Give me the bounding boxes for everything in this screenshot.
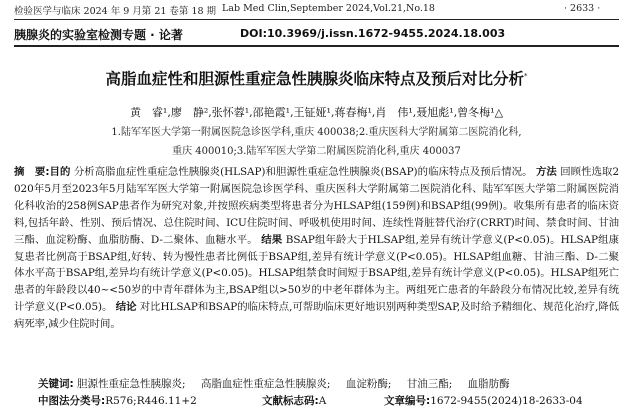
conclusion-text: 对比HLSAP和BSAP的临床特点,可帮助临床更好地识别两种类型SAP,及时给予精细化、规范化治疗,降低病死率,减少住院时间。 [14,301,619,331]
affiliation-line-2: 重庆 400010;3.陆军军医大学第二附属医院消化科,重庆 400037 [172,146,461,157]
keyword-item: 甘油三酯; [406,378,453,390]
affiliation-line-1: 1.陆军军医大学第一附属医院急诊医学科,重庆 400038;2.重庆医科大学附属第二医院消化科, [111,127,522,138]
keyword-item: 高脂血症性重症急性胰腺炎; [200,378,331,390]
journal-header-en: Lab Med Clin,September 2024,Vol.21,No.18 [222,3,435,14]
methods-label: 方法 [535,166,557,178]
results-label: 结果 [261,233,283,246]
article-title: 高脂血症性和胆源性重症急性胰腺炎临床特点及预后对比分析* [105,70,528,88]
column-label: 胰腺炎的实验室检测专题 · 论著 [14,28,183,42]
header-rule [14,19,619,20]
results-text: BSAP组年龄大于HLSAP组,差异有统计学意义(P<0.05)。HLSAP组康复患者比例高于BSAP组,好转、转为慢性患者比例低于BSAP组,差异有统计学意义(P<0.05)。HLSAP组血糖、甘油三酯、D-二聚体水平高于BSAP组,差异均有统计学意义(P<0.05)。HLSAP组禁食时间短于BSAP组,差异有统计学意义(P<0.05)。HLSAP组死亡患者的年龄段以40~<50岁的中青年群体为主,BSAP组以>50岁的中老年群体为主。两组死亡患者的年龄段分布情况比较,差异有统计学意义(P<0.05)。 [14,233,619,314]
title-footnote-mark: * [524,71,528,80]
conclusion-label: 结论 [115,301,137,314]
clc-number: 中图法分类号:R576;R446.11+2 [38,395,197,407]
keywords-label: 关键词: [38,378,74,390]
doi: DOI:10.3969/j.issn.1672-9455.2024.18.003 [240,27,506,40]
abstract-label: 摘 要: [14,166,50,178]
article-number: 文章编号:1672-9455(2024)18-2633-04 [384,395,583,407]
objective-label: 目的 [49,166,71,178]
keyword-item: 血脂肪酶 [467,378,510,390]
keyword-item: 胆源性重症急性胰腺炎; [77,378,186,390]
keywords [38,376,522,391]
methods-text: 回顾性选取2020年5月至2023年5月陆军军医大学第一附属医院急诊医学科、重庆医科大学附属第二医院消化科、陆军军医大学第二附属医院消化科收治的258例SAP患者作为研究对象,并按照疾病类型将患者分为HLSAP组(159例)和BSAP组(99例)。收集所有患者的临床资料,包括年龄、性别、预后情况、总住院时间、ICU住院时间、呼吸机使用时间、连续性肾脏替代治疗(CRRT)时间、禁食时间、甘油三酯、血淀粉酶、血脂肪酶、D-二聚体、血糖水平。 [14,166,620,246]
abstract [14,164,619,333]
column-rule [14,45,619,47]
authors: 黄 睿¹,廖 静²,张怀蓉¹,邵艳霞¹,王钲娅¹,蒋春梅¹,肖 伟¹,聂旭彪¹,曾冬梅¹△ [129,106,504,119]
page-number: · 2633 · [564,3,601,14]
keyword-item: 血淀粉酶; [345,378,392,390]
journal-header-cn: 检验医学与临床 2024 年 9 月第 21 卷第 18 期 [14,6,217,17]
document-code: 文献标志码:A [262,395,327,407]
objective-text: 分析高脂血症性重症急性胰腺炎(HLSAP)和胆源性重症急性胰腺炎(BSAP)的临床特点及预后情况。 [73,166,533,178]
